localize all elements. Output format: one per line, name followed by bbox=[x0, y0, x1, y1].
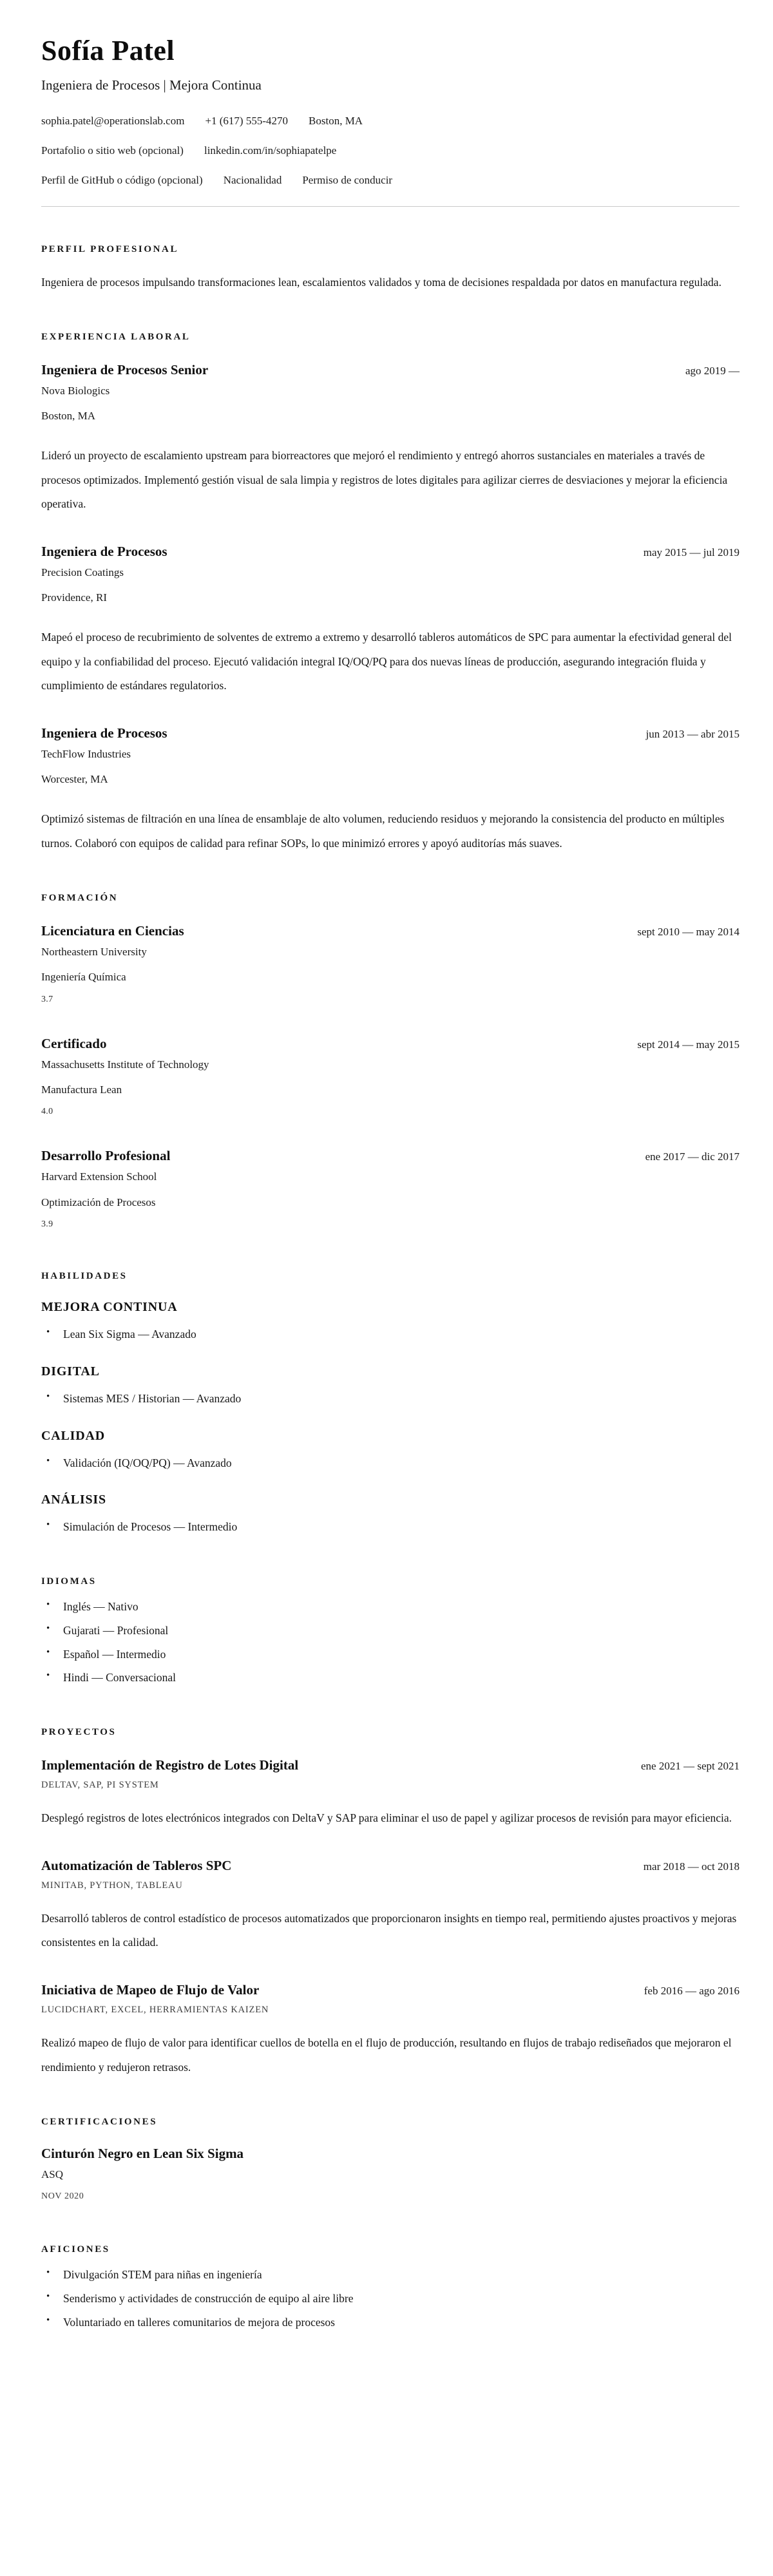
education-entry-head bbox=[41, 1036, 740, 1052]
job-company: Precision Coatings bbox=[41, 566, 124, 578]
section-education bbox=[41, 893, 740, 1234]
edu-dates: sept 2010 — may 2014 bbox=[637, 926, 740, 939]
edu-school: Massachusetts Institute of Technology bbox=[41, 1058, 209, 1071]
project-name: Implementación de Registro de Lotes Digital bbox=[41, 1757, 299, 1773]
contact-location: Boston, MA bbox=[309, 114, 363, 127]
section-title: AFICIONES bbox=[41, 2244, 110, 2255]
project-entry bbox=[41, 1757, 740, 1831]
project-tech: DELTAV, SAP, PI SYSTEM bbox=[41, 1780, 159, 1791]
skill-category: CALIDAD bbox=[41, 1428, 105, 1443]
job-location: Boston, MA bbox=[41, 409, 96, 422]
edu-degree: Certificado bbox=[41, 1035, 107, 1051]
job-entry bbox=[41, 362, 740, 517]
contact-row bbox=[41, 140, 740, 161]
edu-degree: Desarrollo Profesional bbox=[41, 1148, 171, 1164]
skill-group bbox=[41, 1300, 740, 1346]
hobby-item: • Divulgación STEM para niñas en ingeniería bbox=[41, 2263, 740, 2287]
job-location: Worcester, MA bbox=[41, 772, 108, 785]
skill-item: • Lean Six Sigma — Avanzado bbox=[41, 1322, 740, 1346]
section-title: IDIOMAS bbox=[41, 1576, 97, 1587]
section-title: PROYECTOS bbox=[41, 1727, 117, 1738]
project-entry bbox=[41, 1858, 740, 1955]
project-description: Desplegó registros de lotes electrónicos integrados con DeltaV y SAP para eliminar el uso de papel y agilizar procesos de revisión para mayor eficiencia. bbox=[41, 1811, 732, 1825]
education-entry-head bbox=[41, 1148, 740, 1164]
edu-school: Northeastern University bbox=[41, 946, 147, 959]
skill-list bbox=[41, 1515, 740, 1539]
job-entry bbox=[41, 544, 740, 698]
job-entry bbox=[41, 725, 740, 855]
section-experience bbox=[41, 332, 740, 856]
skill-group bbox=[41, 1429, 740, 1475]
edu-dates: ene 2017 — dic 2017 bbox=[645, 1150, 740, 1163]
contact-driving-permit: Permiso de conducir bbox=[302, 173, 393, 186]
project-name: Iniciativa de Mapeo de Flujo de Valor bbox=[41, 1981, 260, 1998]
section-title: EXPERIENCIA LABORAL bbox=[41, 331, 191, 342]
skill-list bbox=[41, 1451, 740, 1475]
project-dates: ene 2021 — sept 2021 bbox=[641, 1760, 740, 1773]
project-name: Automatización de Tableros SPC bbox=[41, 1857, 232, 1873]
edu-degree: Licenciatura en Ciencias bbox=[41, 923, 184, 939]
section-title: PERFIL PROFESIONAL bbox=[41, 244, 179, 255]
project-description: Desarrolló tableros de control estadístico de procesos automatizados que proporcionaron insights en tiempo real, permitiendo ajustes proactivos y mejoras consistentes en la calidad. bbox=[41, 1911, 737, 1949]
profile-summary: Ingeniera de procesos impulsando transformaciones lean, escalamientos validados y toma de decisiones respaldada por datos en manufactura regulada. bbox=[41, 276, 721, 289]
education-entry bbox=[41, 1036, 740, 1121]
project-dates: mar 2018 — oct 2018 bbox=[643, 1860, 740, 1873]
skill-category: ANÁLISIS bbox=[41, 1493, 106, 1507]
job-description: Mapeó el proceso de recubrimiento de solventes de extremo a extremo y desarrolló tableros automáticos de SPC para aumentar la efectividad general del equipo y la confiabilidad del proceso. Ejecutó validación integral IQ/OQ/PQ para dos nuevas líneas de producción, asegurando integración fluida y cumplimiento de estándares regulatorios. bbox=[41, 631, 732, 692]
job-description: Lideró un proyecto de escalamiento upstream para biorreactores que mejoró el rendimiento y entregó ahorros sustanciales en materiales a través de procesos optimizados. Implementó gestión visual de sala limpia y registros de lotes digitales para agilizar cierres de desviaciones y mejorar la eficiencia operativa. bbox=[41, 448, 728, 511]
job-dates: jun 2013 — abr 2015 bbox=[645, 727, 740, 740]
project-dates: feb 2016 — ago 2016 bbox=[644, 1984, 740, 1997]
section-projects bbox=[41, 1727, 740, 2079]
job-entry-head bbox=[41, 362, 740, 378]
certification-name: Cinturón Negro en Lean Six Sigma bbox=[41, 2146, 244, 2162]
section-title: CERTIFICACIONES bbox=[41, 2117, 158, 2128]
edu-gpa: 3.7 bbox=[41, 994, 53, 1004]
contact-github: Perfil de GitHub o código (opcional) bbox=[41, 173, 203, 186]
certification-entry bbox=[41, 2146, 740, 2207]
education-entry bbox=[41, 1148, 740, 1234]
certification-issuer: ASQ bbox=[41, 2168, 64, 2181]
edu-gpa: 3.9 bbox=[41, 1219, 53, 1229]
contact-nationality: Nacionalidad bbox=[223, 173, 282, 186]
certification-date: NOV 2020 bbox=[41, 2191, 84, 2202]
job-company: Nova Biologics bbox=[41, 384, 110, 397]
job-description: Optimizó sistemas de filtración en una línea de ensamblaje de alto volumen, reduciendo residuos y mejorando la consistencia del producto en múltiples turnos. Colaboró con equipos de calidad para refinar SOPs, lo que minimizó errores y apoyó auditorías más suaves. bbox=[41, 812, 725, 850]
edu-field: Ingeniería Química bbox=[41, 971, 126, 984]
hobby-item: • Senderismo y actividades de construcción de equipo al aire libre bbox=[41, 2287, 740, 2311]
project-description: Realizó mapeo de flujo de valor para identificar cuellos de botella en el flujo de producción, resultando en flujos de trabajo rediseñados que mejoraron el rendimiento y redujeron retrasos. bbox=[41, 2036, 732, 2074]
language-item: • Inglés — Nativo bbox=[41, 1595, 740, 1619]
skill-category: DIGITAL bbox=[41, 1364, 100, 1379]
skill-group bbox=[41, 1493, 740, 1539]
skill-item: • Simulación de Procesos — Intermedio bbox=[41, 1515, 740, 1539]
skill-list bbox=[41, 1387, 740, 1411]
education-entry-head bbox=[41, 923, 740, 939]
resume-header bbox=[41, 35, 740, 207]
edu-field: Manufactura Lean bbox=[41, 1083, 122, 1096]
edu-field: Optimización de Procesos bbox=[41, 1196, 156, 1208]
skill-item: • Validación (IQ/OQ/PQ) — Avanzado bbox=[41, 1451, 740, 1475]
project-entry-head bbox=[41, 1982, 740, 1998]
job-title: Ingeniera de Procesos Senior bbox=[41, 361, 209, 377]
contact-row bbox=[41, 169, 740, 191]
contact-email: sophia.patel@operationslab.com bbox=[41, 114, 185, 127]
job-dates: ago 2019 — bbox=[685, 364, 740, 377]
hobby-item: • Voluntariado en talleres comunitarios de mejora de procesos bbox=[41, 2311, 740, 2334]
edu-gpa: 4.0 bbox=[41, 1107, 53, 1117]
skill-item: • Sistemas MES / Historian — Avanzado bbox=[41, 1387, 740, 1411]
contact-portfolio: Portafolio o sitio web (opcional) bbox=[41, 144, 184, 157]
section-profile bbox=[41, 244, 740, 294]
contact-block bbox=[41, 110, 740, 191]
header-divider bbox=[41, 206, 740, 207]
language-item: • Gujarati — Profesional bbox=[41, 1619, 740, 1643]
edu-dates: sept 2014 — may 2015 bbox=[637, 1038, 740, 1051]
job-title: Ingeniera de Procesos bbox=[41, 725, 167, 741]
education-entry bbox=[41, 923, 740, 1009]
job-entry-head bbox=[41, 544, 740, 560]
language-item: • Hindi — Conversacional bbox=[41, 1666, 740, 1690]
section-title: HABILIDADES bbox=[41, 1271, 128, 1282]
person-title: Ingeniera de Procesos | Mejora Continua bbox=[41, 77, 262, 93]
edu-school: Harvard Extension School bbox=[41, 1170, 157, 1183]
language-item: • Español — Intermedio bbox=[41, 1643, 740, 1666]
project-tech: LUCIDCHART, EXCEL, HERRAMIENTAS KAIZEN bbox=[41, 2004, 269, 2015]
section-languages bbox=[41, 1576, 740, 1690]
project-entry-head bbox=[41, 1757, 740, 1773]
skill-group bbox=[41, 1364, 740, 1411]
job-title: Ingeniera de Procesos bbox=[41, 543, 167, 559]
contact-phone: +1 (617) 555-4270 bbox=[205, 114, 289, 127]
section-certifications bbox=[41, 2117, 740, 2207]
project-entry-head bbox=[41, 1858, 740, 1874]
person-name: Sofía Patel bbox=[41, 35, 175, 66]
contact-linkedin: linkedin.com/in/sophiapatelpe bbox=[204, 144, 337, 157]
project-entry bbox=[41, 1982, 740, 2079]
language-list bbox=[41, 1595, 740, 1690]
job-location: Providence, RI bbox=[41, 591, 107, 604]
section-skills bbox=[41, 1271, 740, 1539]
section-hobbies bbox=[41, 2244, 740, 2334]
job-company: TechFlow Industries bbox=[41, 747, 131, 760]
project-tech: MINITAB, PYTHON, TABLEAU bbox=[41, 1880, 183, 1891]
skill-category: MEJORA CONTINUA bbox=[41, 1300, 178, 1315]
contact-row bbox=[41, 110, 740, 131]
skill-list bbox=[41, 1322, 740, 1346]
hobby-list bbox=[41, 2263, 740, 2334]
section-title: FORMACIÓN bbox=[41, 893, 119, 904]
job-dates: may 2015 — jul 2019 bbox=[643, 546, 740, 558]
job-entry-head bbox=[41, 725, 740, 741]
